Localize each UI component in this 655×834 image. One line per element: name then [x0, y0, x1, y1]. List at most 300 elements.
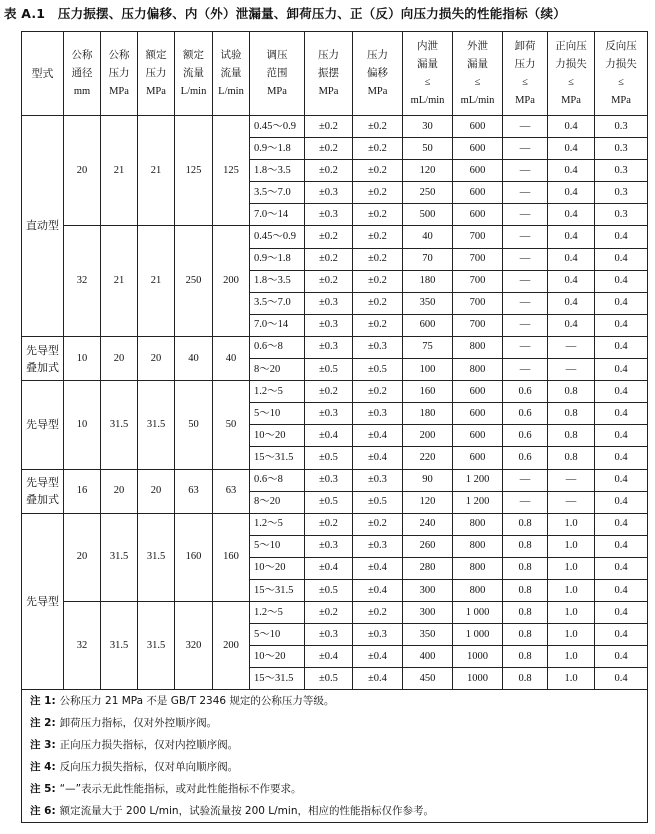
header-text: ≤	[474, 76, 481, 88]
value-cell: 200	[403, 425, 453, 447]
value-cell: 800	[453, 557, 503, 579]
header-text: 压力	[145, 67, 167, 79]
value-cell: 0.4	[595, 381, 648, 403]
value-cell: 0.4	[548, 270, 595, 292]
value-cell: 0.4	[595, 425, 648, 447]
spec-cell: 250	[175, 226, 213, 336]
value-cell: 120	[403, 491, 453, 513]
header-cell	[305, 32, 353, 116]
value-cell: 0.8	[548, 381, 595, 403]
value-cell: 600	[453, 160, 503, 182]
table-row	[22, 116, 648, 138]
value-cell: 180	[403, 270, 453, 292]
value-cell: 0.4	[595, 403, 648, 425]
header-text: 额定	[145, 49, 167, 61]
value-cell: 0.4	[548, 116, 595, 138]
value-cell: 0.3	[595, 204, 648, 226]
value-cell: 0.6	[503, 425, 548, 447]
value-cell: ±0.2	[305, 270, 353, 292]
value-cell: 0.3	[595, 138, 648, 160]
value-cell: ±0.4	[353, 447, 403, 469]
value-cell: ±0.2	[305, 381, 353, 403]
value-cell: ±0.2	[353, 138, 403, 160]
type-label: 先导型	[26, 476, 59, 490]
spec-cell: 32	[64, 226, 101, 336]
value-cell: ±0.4	[305, 646, 353, 668]
value-cell: 1.0	[548, 646, 595, 668]
spec-cell: 20	[101, 469, 138, 513]
value-cell: 600	[453, 403, 503, 425]
header-text: ≤	[618, 76, 624, 88]
value-cell: 800	[453, 579, 503, 601]
note-line	[30, 690, 647, 712]
value-cell: 1.8～3.5	[250, 270, 305, 292]
spec-cell: 200	[213, 226, 250, 336]
value-cell: ±0.4	[305, 425, 353, 447]
value-cell: 5～10	[250, 535, 305, 557]
value-cell: —	[503, 314, 548, 336]
performance-table	[21, 31, 648, 823]
value-cell: 0.4	[595, 248, 648, 270]
value-cell: 0.4	[595, 579, 648, 601]
header-text: MPa	[146, 85, 166, 97]
value-cell: ±0.5	[305, 579, 353, 601]
spec-cell: 160	[175, 513, 213, 601]
value-cell: 1 000	[453, 624, 503, 646]
value-cell: 0.4	[595, 602, 648, 624]
value-cell: 700	[453, 270, 503, 292]
note-line	[30, 778, 647, 800]
type-label: 叠加式	[26, 493, 59, 507]
note-text: 额定流量大于 200 L/min，试验流量按 200 L/min，相应的性能指标仅作参考。	[59, 805, 434, 818]
value-cell: 350	[403, 292, 453, 314]
value-cell: 0.4	[595, 491, 648, 513]
value-cell: 1000	[453, 668, 503, 690]
spec-cell: 20	[138, 336, 175, 380]
table-row	[22, 602, 648, 624]
header-cell	[64, 32, 101, 116]
value-cell: 0.4	[595, 513, 648, 535]
value-cell: 1.0	[548, 535, 595, 557]
value-cell: 50	[403, 138, 453, 160]
value-cell: 600	[453, 116, 503, 138]
value-cell: 5～10	[250, 403, 305, 425]
value-cell: 1.2～5	[250, 381, 305, 403]
header-text: 正向压	[555, 40, 587, 52]
value-cell: 1.0	[548, 668, 595, 690]
header-text: 漏量	[467, 58, 488, 70]
spec-cell: 21	[101, 116, 138, 226]
value-cell: 600	[453, 204, 503, 226]
value-cell: 15～31.5	[250, 447, 305, 469]
value-cell: ±0.3	[353, 535, 403, 557]
value-cell: 30	[403, 116, 453, 138]
header-text: 压力	[514, 58, 536, 70]
type-label: 叠加式	[26, 360, 59, 374]
value-cell: ±0.2	[305, 160, 353, 182]
value-cell: —	[503, 359, 548, 381]
header-text: MPa	[611, 94, 631, 106]
header-text: ≤	[424, 76, 431, 88]
note-text: “—”表示无此性能指标，或对此性能指标不作要求。	[59, 783, 302, 796]
value-cell: 15～31.5	[250, 668, 305, 690]
note-text: 反向压力损失指标，仅对单向顺序阀。	[59, 761, 239, 774]
header-text: 卸荷	[514, 40, 536, 52]
value-cell: 600	[453, 138, 503, 160]
value-cell: 500	[403, 204, 453, 226]
value-cell: 0.8	[548, 425, 595, 447]
value-cell: ±0.3	[305, 403, 353, 425]
value-cell: 600	[453, 425, 503, 447]
value-cell: ±0.3	[305, 182, 353, 204]
value-cell: —	[548, 336, 595, 358]
value-cell: 800	[453, 336, 503, 358]
note-text: 卸荷压力指标，仅对外控顺序阀。	[59, 717, 218, 730]
header-text: 试验	[220, 49, 242, 61]
value-cell: 15～31.5	[250, 579, 305, 601]
value-cell: ±0.3	[305, 624, 353, 646]
spec-cell: 32	[64, 602, 101, 690]
spec-cell: 16	[64, 469, 101, 513]
spec-cell: 63	[213, 469, 250, 513]
value-cell: 0.4	[595, 292, 648, 314]
header-text: 通径	[71, 67, 93, 79]
header-text: L/min	[180, 85, 207, 97]
value-cell: 1.0	[548, 557, 595, 579]
value-cell: 0.9～1.8	[250, 138, 305, 160]
value-cell: ±0.2	[353, 248, 403, 270]
type-label: 直动型	[26, 219, 59, 233]
value-cell: ±0.2	[353, 160, 403, 182]
value-cell: 10～20	[250, 557, 305, 579]
value-cell: ±0.2	[353, 602, 403, 624]
spec-cell: 21	[138, 226, 175, 336]
value-cell: ±0.2	[353, 116, 403, 138]
header-text: 压力	[108, 67, 130, 79]
type-label: 先导型	[26, 418, 59, 432]
value-cell: 0.9～1.8	[250, 248, 305, 270]
value-cell: 0.4	[548, 314, 595, 336]
header-text: MPa	[367, 85, 388, 97]
header-text: MPa	[318, 85, 339, 97]
value-cell: 70	[403, 248, 453, 270]
value-cell: 600	[403, 314, 453, 336]
value-cell: 3.5～7.0	[250, 292, 305, 314]
value-cell: ±0.5	[305, 359, 353, 381]
header-text: 范围	[266, 67, 288, 79]
value-cell: 450	[403, 668, 453, 690]
value-cell: 0.4	[595, 270, 648, 292]
value-cell: 0.4	[548, 248, 595, 270]
header-row	[22, 32, 648, 116]
value-cell: 0.8	[548, 403, 595, 425]
type-label: 先导型	[26, 595, 59, 609]
type-cell	[22, 469, 64, 513]
spec-cell: 20	[138, 469, 175, 513]
header-text: 流量	[183, 67, 204, 79]
value-cell: 120	[403, 160, 453, 182]
value-cell: ±0.5	[353, 491, 403, 513]
spec-cell: 10	[64, 336, 101, 380]
header-text: ≤	[568, 76, 574, 88]
spec-cell: 125	[213, 116, 250, 226]
value-cell: 0.4	[595, 336, 648, 358]
table-row	[22, 226, 648, 248]
value-cell: 400	[403, 646, 453, 668]
value-cell: 0.4	[595, 535, 648, 557]
notes-row	[22, 690, 648, 823]
header-cell	[548, 32, 595, 116]
value-cell: ±0.3	[305, 204, 353, 226]
value-cell: 7.0～14	[250, 314, 305, 336]
header-text: 偏移	[367, 67, 388, 79]
header-text: L/min	[218, 85, 244, 97]
spec-cell: 31.5	[101, 602, 138, 690]
type-label: 先导型	[26, 343, 59, 357]
header-text: 力损失	[555, 58, 587, 70]
value-cell: 0.4	[595, 624, 648, 646]
value-cell: 0.6	[503, 403, 548, 425]
note-label: 注 4:	[30, 761, 56, 774]
header-text: mm	[73, 85, 91, 97]
header-cell	[138, 32, 175, 116]
value-cell: 1.0	[548, 513, 595, 535]
value-cell: —	[503, 204, 548, 226]
type-cell	[22, 513, 64, 690]
value-cell: 300	[403, 602, 453, 624]
value-cell: 40	[403, 226, 453, 248]
header-cell	[595, 32, 648, 116]
spec-cell: 125	[175, 116, 213, 226]
note-line	[30, 756, 647, 778]
value-cell: 0.6～8	[250, 469, 305, 491]
note-text: 正向压力损失指标，仅对内控顺序阀。	[59, 739, 239, 752]
note-line	[30, 800, 647, 822]
header-cell	[101, 32, 138, 116]
header-text: 调压	[266, 49, 288, 61]
value-cell: 0.8	[503, 513, 548, 535]
value-cell: 260	[403, 535, 453, 557]
value-cell: ±0.3	[305, 469, 353, 491]
value-cell: 0.8	[503, 602, 548, 624]
value-cell: —	[503, 138, 548, 160]
value-cell: ±0.2	[353, 226, 403, 248]
value-cell: 0.4	[595, 469, 648, 491]
header-cell	[353, 32, 403, 116]
header-text: 反向压	[605, 40, 637, 52]
value-cell: ±0.3	[305, 314, 353, 336]
header-cell	[403, 32, 453, 116]
value-cell: 0.45～0.9	[250, 226, 305, 248]
value-cell: —	[503, 336, 548, 358]
value-cell: 0.4	[595, 646, 648, 668]
value-cell: —	[548, 491, 595, 513]
value-cell: ±0.3	[305, 336, 353, 358]
value-cell: 160	[403, 381, 453, 403]
value-cell: ±0.2	[353, 182, 403, 204]
value-cell: ±0.2	[353, 270, 403, 292]
value-cell: ±0.4	[353, 579, 403, 601]
value-cell: 0.8	[503, 535, 548, 557]
header-text: 流量	[220, 67, 242, 79]
value-cell: —	[503, 248, 548, 270]
value-cell: ±0.2	[305, 138, 353, 160]
header-text: 内泄	[417, 40, 438, 52]
value-cell: ±0.3	[353, 336, 403, 358]
value-cell: 0.8	[503, 557, 548, 579]
value-cell: 1 200	[453, 469, 503, 491]
value-cell: ±0.4	[305, 557, 353, 579]
spec-cell: 20	[64, 513, 101, 601]
value-cell: ±0.4	[353, 557, 403, 579]
header-text: 公称	[71, 49, 93, 61]
value-cell: 90	[403, 469, 453, 491]
spec-cell: 320	[175, 602, 213, 690]
spec-cell: 50	[213, 381, 250, 469]
value-cell: ±0.5	[353, 359, 403, 381]
value-cell: ±0.2	[353, 381, 403, 403]
value-cell: 1.2～5	[250, 513, 305, 535]
value-cell: 1000	[453, 646, 503, 668]
header-text: MPa	[561, 94, 581, 106]
value-cell: ±0.4	[353, 425, 403, 447]
value-cell: 0.6～8	[250, 336, 305, 358]
header-text: 漏量	[417, 58, 438, 70]
header-cell	[175, 32, 213, 116]
value-cell: —	[503, 226, 548, 248]
header-text: MPa	[515, 94, 535, 106]
value-cell: ±0.4	[353, 646, 403, 668]
table-row	[22, 513, 648, 535]
value-cell: 0.3	[595, 116, 648, 138]
note-label: 注 5:	[30, 783, 56, 796]
header-cell	[453, 32, 503, 116]
value-cell: —	[503, 469, 548, 491]
value-cell: —	[503, 182, 548, 204]
header-text: MPa	[267, 85, 287, 97]
note-label: 注 1:	[30, 695, 56, 708]
value-cell: 800	[453, 535, 503, 557]
value-cell: 0.4	[595, 557, 648, 579]
header-text: 压力	[318, 49, 339, 61]
notes-cell	[22, 690, 648, 823]
table-header	[22, 32, 648, 116]
value-cell: 1.2～5	[250, 602, 305, 624]
value-cell: 1.0	[548, 624, 595, 646]
header-cell	[213, 32, 250, 116]
value-cell: ±0.2	[305, 116, 353, 138]
value-cell: 0.8	[548, 447, 595, 469]
header-text: 额定	[183, 49, 204, 61]
header-text: 型式	[31, 67, 54, 80]
header-cell	[250, 32, 305, 116]
spec-cell: 31.5	[138, 513, 175, 601]
spec-cell: 21	[101, 226, 138, 336]
value-cell: 0.6	[503, 381, 548, 403]
value-cell: 0.4	[548, 160, 595, 182]
value-cell: ±0.2	[305, 602, 353, 624]
value-cell: ±0.3	[353, 624, 403, 646]
value-cell: ±0.2	[353, 513, 403, 535]
type-cell	[22, 116, 64, 337]
value-cell: ±0.2	[353, 314, 403, 336]
spec-cell: 31.5	[101, 381, 138, 469]
value-cell: 75	[403, 336, 453, 358]
header-cell	[503, 32, 548, 116]
value-cell: ±0.4	[353, 668, 403, 690]
value-cell: ±0.3	[305, 535, 353, 557]
note-label: 注 2:	[30, 717, 56, 730]
value-cell: 3.5～7.0	[250, 182, 305, 204]
value-cell: ±0.2	[305, 513, 353, 535]
spec-cell: 20	[101, 336, 138, 380]
value-cell: 220	[403, 447, 453, 469]
spec-cell: 160	[213, 513, 250, 601]
spec-cell: 63	[175, 469, 213, 513]
value-cell: 8～20	[250, 491, 305, 513]
value-cell: 280	[403, 557, 453, 579]
value-cell: ±0.3	[353, 469, 403, 491]
value-cell: 0.8	[503, 624, 548, 646]
value-cell: 100	[403, 359, 453, 381]
spec-cell: 40	[175, 336, 213, 380]
table-row	[22, 336, 648, 358]
value-cell: 0.4	[595, 226, 648, 248]
spec-cell: 31.5	[138, 381, 175, 469]
value-cell: 350	[403, 624, 453, 646]
spec-cell: 200	[213, 602, 250, 690]
value-cell: 700	[453, 248, 503, 270]
type-cell	[22, 381, 64, 469]
header-text: 压力	[367, 49, 388, 61]
value-cell: 0.4	[548, 182, 595, 204]
note-label: 注 6:	[30, 805, 56, 818]
value-cell: 5～10	[250, 624, 305, 646]
value-cell: 10～20	[250, 646, 305, 668]
value-cell: 0.4	[548, 138, 595, 160]
header-text: MPa	[109, 85, 129, 97]
value-cell: 0.8	[503, 579, 548, 601]
value-cell: 240	[403, 513, 453, 535]
value-cell: 1 200	[453, 491, 503, 513]
value-cell: 1.8～3.5	[250, 160, 305, 182]
notes-section	[22, 690, 648, 823]
value-cell: ±0.2	[353, 292, 403, 314]
value-cell: ±0.5	[305, 668, 353, 690]
value-cell: 1 000	[453, 602, 503, 624]
value-cell: 0.3	[595, 160, 648, 182]
value-cell: ±0.2	[305, 226, 353, 248]
value-cell: 0.8	[503, 646, 548, 668]
type-cell	[22, 336, 64, 380]
value-cell: 0.4	[595, 447, 648, 469]
value-cell: —	[548, 359, 595, 381]
value-cell: 0.6	[503, 447, 548, 469]
value-cell: 600	[453, 182, 503, 204]
header-text: 振摆	[318, 67, 339, 79]
note-line	[30, 712, 647, 734]
value-cell: 700	[453, 314, 503, 336]
table-title: 表 A.1 压力振摆、压力偏移、内（外）泄漏量、卸荷压力、正（反）向压力损失的性能指标（续）	[4, 6, 566, 21]
value-cell: 700	[453, 226, 503, 248]
value-cell: 0.4	[548, 292, 595, 314]
value-cell: —	[503, 292, 548, 314]
value-cell: —	[548, 469, 595, 491]
value-cell: 0.4	[548, 226, 595, 248]
note-text: 公称压力 21 MPa 不是 GB/T 2346 规定的公称压力等级。	[59, 695, 335, 708]
spec-cell: 21	[138, 116, 175, 226]
value-cell: 0.4	[595, 314, 648, 336]
